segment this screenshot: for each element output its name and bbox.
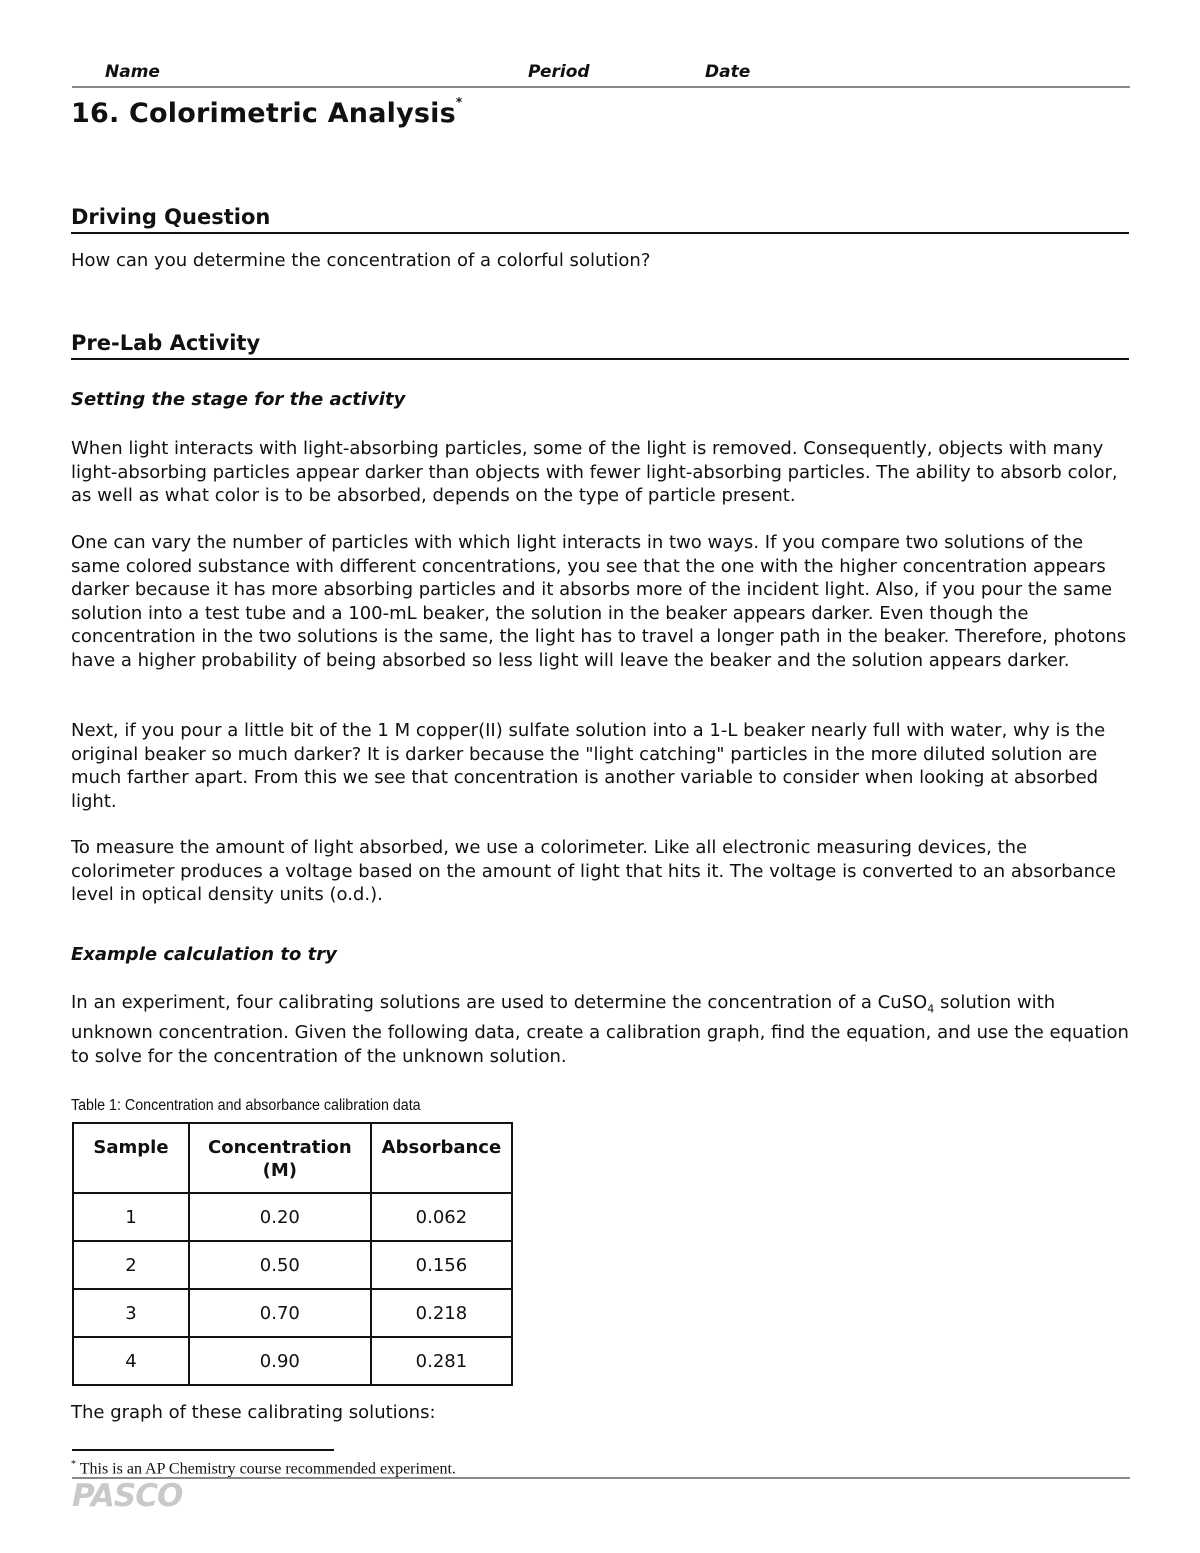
driving-question-text: How can you determine the concentration of a colorful solution? — [71, 250, 651, 271]
cell-absorbance: 0.218 — [371, 1289, 513, 1337]
graph-intro-text: The graph of these calibrating solutions: — [71, 1402, 436, 1423]
name-period-date-header — [72, 60, 1130, 88]
footnote-text: This is an AP Chemistry course recommended experiment. — [79, 1460, 456, 1478]
example-text-after: solution with unknown concentration. Given the following data, create a calibration graph, find the equation, and use the equation to solve for the concentration of the unknown solution. — [71, 992, 1129, 1067]
pasco-logo: PASCO — [72, 1478, 183, 1514]
prelab-heading: Pre-Lab Activity — [71, 331, 1129, 360]
cell-sample: 4 — [73, 1337, 189, 1385]
prelab-paragraph-4: To measure the amount of light absorbed, we use a colorimeter. Like all electronic measuring devices, the colorimeter produces a voltage based on the amount of light that hits it. The voltage is converted to an absorbance level in optical density units (o.d.). — [71, 837, 1116, 905]
cell-concentration: 0.50 — [189, 1241, 371, 1289]
example-subscript: 4 — [927, 1002, 935, 1016]
footnote — [71, 1459, 456, 1478]
header-absorbance: Absorbance — [371, 1123, 513, 1193]
cell-absorbance: 0.156 — [371, 1241, 513, 1289]
table-row — [73, 1241, 512, 1289]
title-footnote-mark: * — [455, 95, 463, 109]
prelab-paragraph-2: One can vary the number of particles with which light interacts in two ways. If you compare two solutions of the same colored substance with different concentrations, you see that the one with the higher concentration appears darker because it has more absorbing particles and it absorbs more of the incident light. Also, if you pour the same solution into a test tube and a 100-mL beaker, the solution in the beaker appears darker. Even though the concentration in the two solutions is the same, the light has to travel a longer path in the beaker. Therefore, photons have a higher probability of being absorbed so less light will leave the beaker and the solution appears darker. — [71, 532, 1127, 671]
table-row — [73, 1337, 512, 1385]
footer-divider — [72, 1477, 1130, 1479]
header-concentration: Concentration (M) — [189, 1123, 371, 1193]
footnote-mark: * — [71, 1459, 76, 1470]
cell-concentration: 0.70 — [189, 1289, 371, 1337]
example-subheading: Example calculation to try — [71, 944, 337, 965]
prelab-paragraph-3: Next, if you pour a little bit of the 1 M copper(II) sulfate solution into a 1-L beaker nearly full with water, why is the original beaker so much darker? It is darker because the "light catching" particles in the more diluted solution are much farther apart. From this we see that concentration is another variable to consider when looking at absorbed light. — [71, 720, 1106, 812]
example-text-before: In an experiment, four calibrating solutions are used to determine the concentration of a CuSO — [71, 992, 928, 1013]
table-row — [73, 1193, 512, 1241]
prelab-paragraph-1: When light interacts with light-absorbing particles, some of the light is removed. Consequently, objects with many light-absorbing particles appear darker than objects with fewer light-absorbing particles. The ability to absorb color, as well as what color is to be absorbed, depends on the type of particle present. — [71, 438, 1118, 506]
prelab-subheading: Setting the stage for the activity — [71, 389, 406, 410]
footnote-divider — [72, 1449, 334, 1451]
calibration-table — [72, 1122, 513, 1386]
period-label: Period — [528, 62, 590, 82]
cell-absorbance: 0.281 — [371, 1337, 513, 1385]
name-label: Name — [105, 62, 160, 82]
cell-sample: 2 — [73, 1241, 189, 1289]
cell-sample: 3 — [73, 1289, 189, 1337]
table-caption: Table 1: Concentration and absorbance calibration data — [71, 1097, 421, 1114]
example-paragraph — [71, 991, 1131, 1068]
cell-concentration: 0.90 — [189, 1337, 371, 1385]
header-sample: Sample — [73, 1123, 189, 1193]
table-header-row — [73, 1123, 512, 1193]
cell-sample: 1 — [73, 1193, 189, 1241]
page-title — [71, 95, 463, 129]
cell-absorbance: 0.062 — [371, 1193, 513, 1241]
date-label: Date — [705, 62, 751, 82]
table-row — [73, 1289, 512, 1337]
driving-question-heading: Driving Question — [71, 205, 1129, 234]
cell-concentration: 0.20 — [189, 1193, 371, 1241]
page-title-text: 16. Colorimetric Analysis — [71, 98, 456, 129]
